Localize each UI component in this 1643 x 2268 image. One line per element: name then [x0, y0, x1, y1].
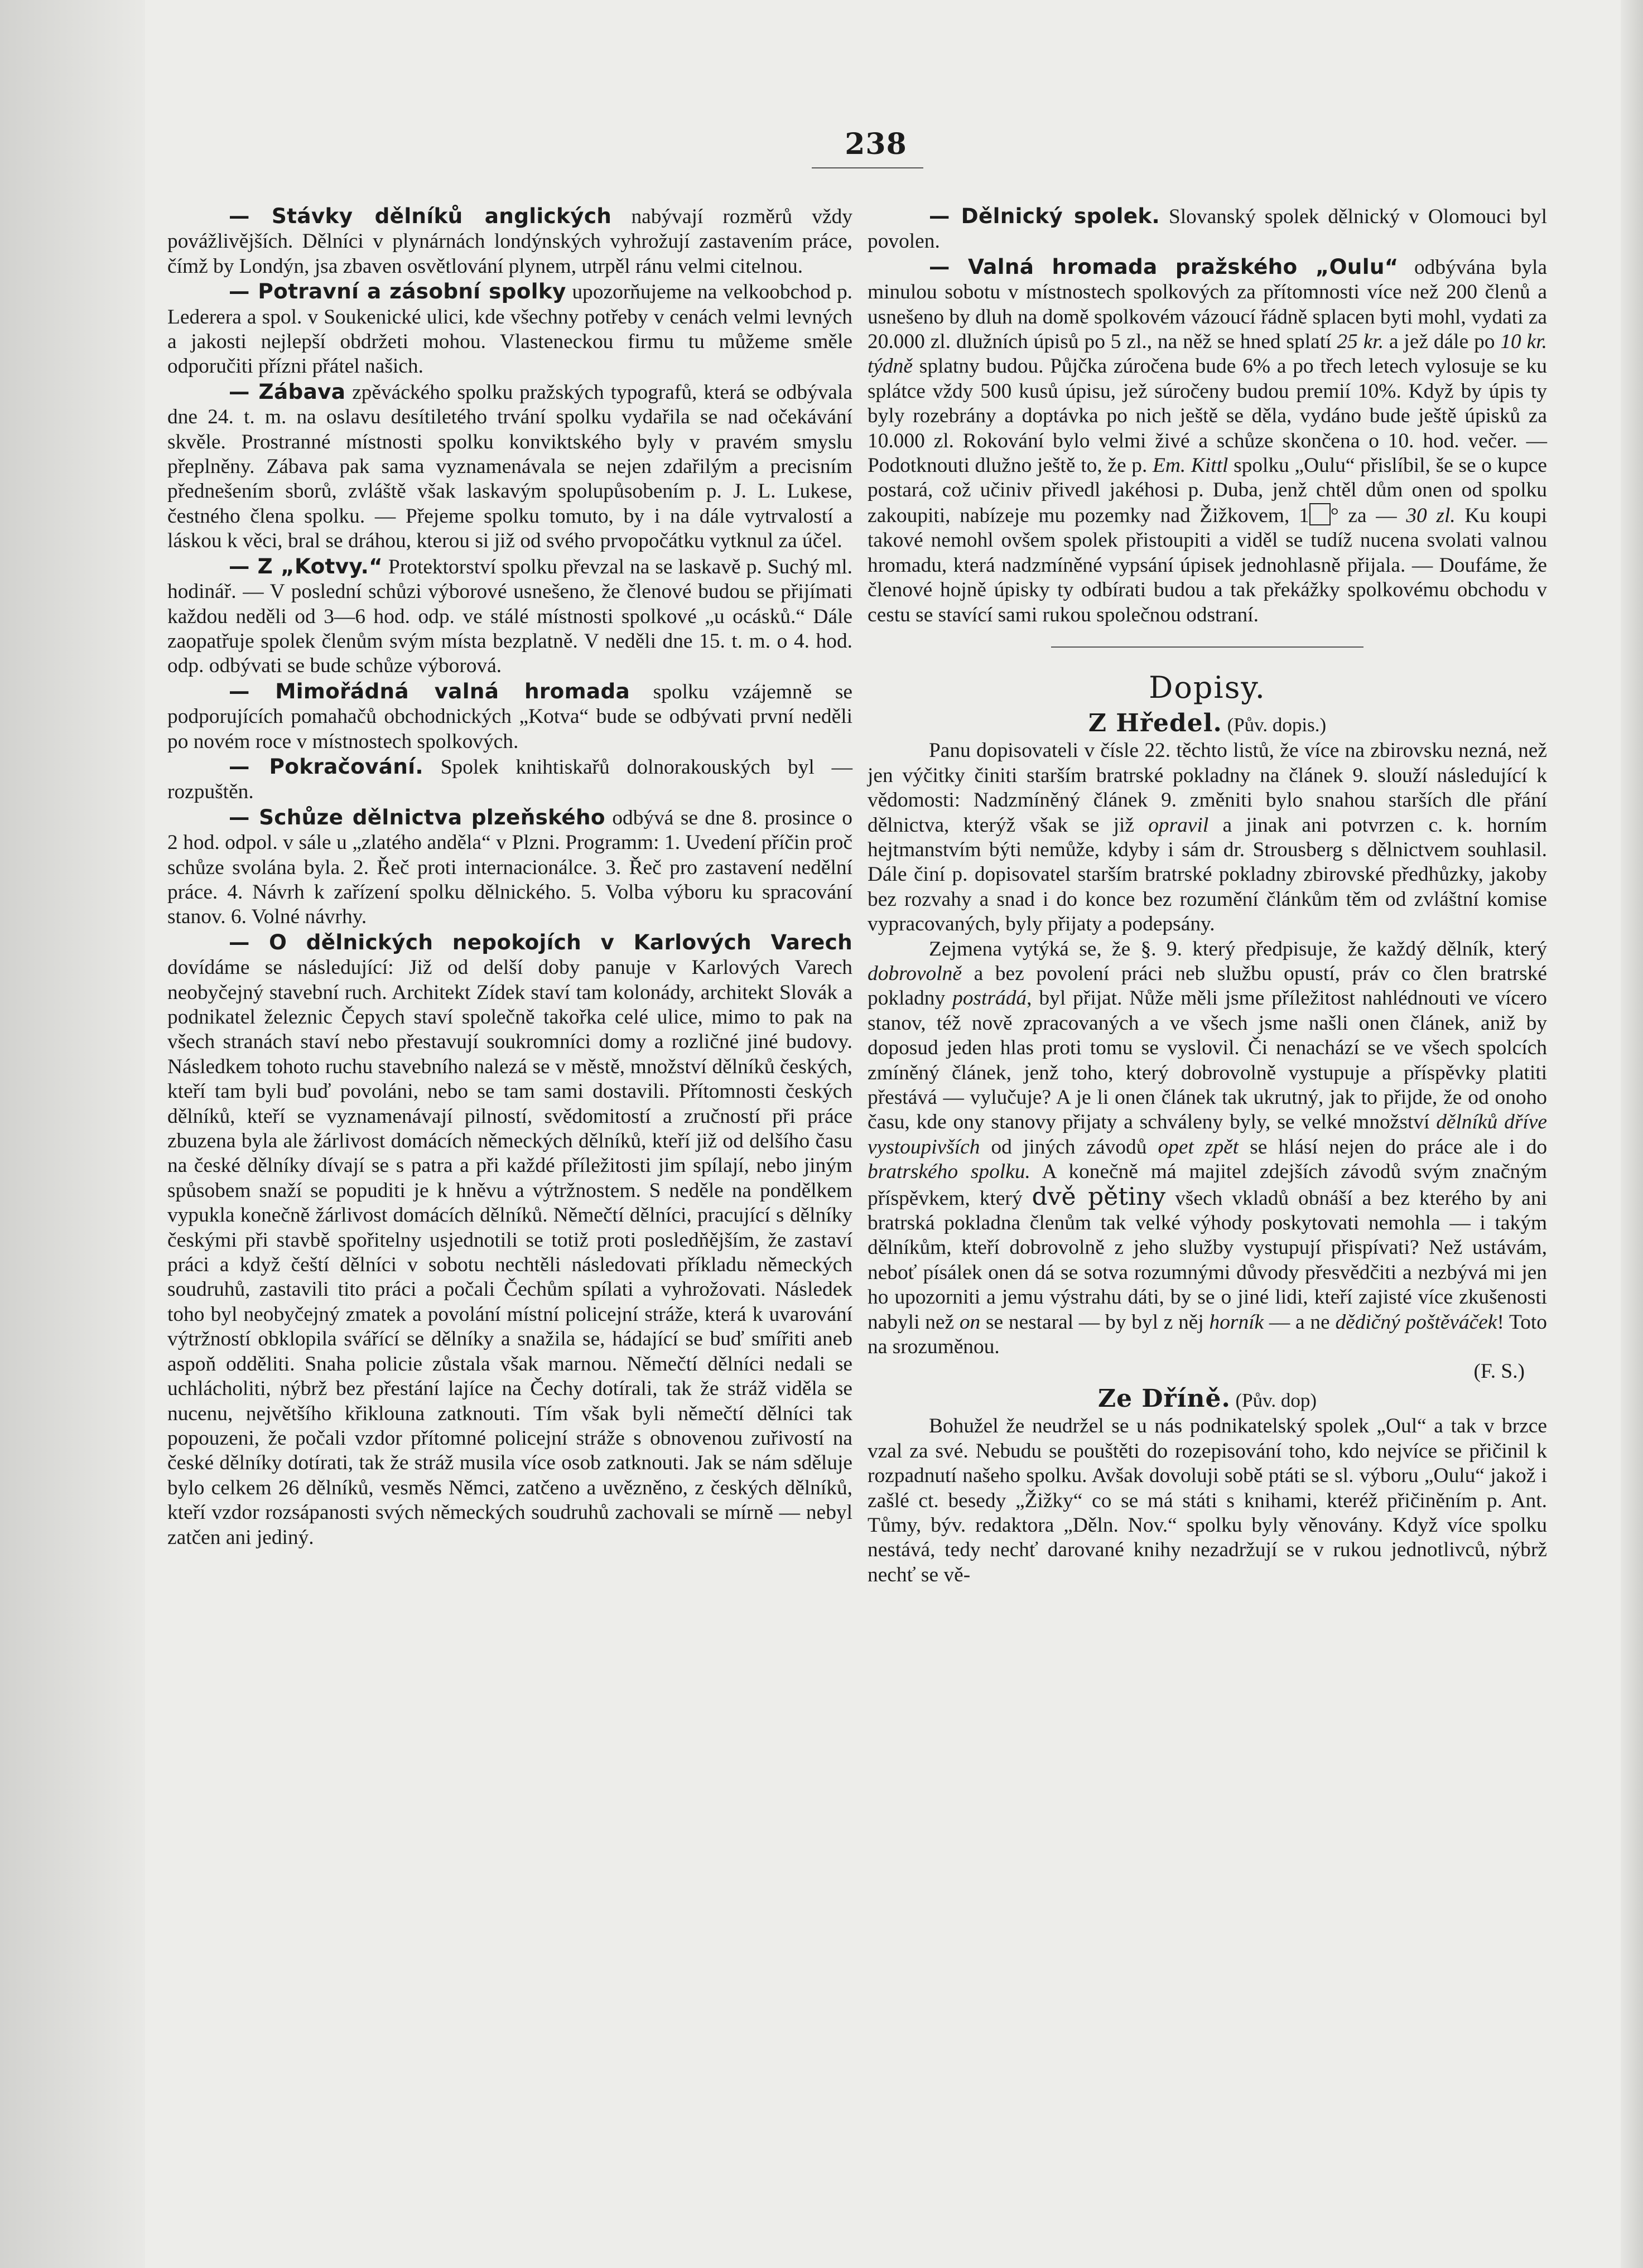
news-item — [167, 679, 852, 754]
emphasis: 10 kr. týdně — [868, 330, 1547, 378]
news-headline: — Schůze dělnictva plzeňského — [229, 804, 605, 829]
letter-text: A konečně má majitel zdejších závodů svým značným příspěvkem, který — [868, 1160, 1547, 1210]
right-column — [868, 204, 1547, 1587]
emphasis: horník — [1209, 1310, 1264, 1334]
emphasis: opravil — [1148, 813, 1209, 837]
news-item-valna-hromada — [868, 254, 1547, 628]
scan-edge-right — [1621, 0, 1643, 2268]
letter-text: — a ne — [1264, 1310, 1336, 1334]
news-text: spolku vzájemně se podporujících pomahačů obchodnických „Kotva“ bude se odbývati první neděli po novém roce v místnostech spolkových. — [167, 680, 853, 753]
news-item — [167, 279, 852, 379]
emphasis: 25 kr. — [1337, 330, 1384, 354]
news-text: a jež dále po — [1384, 330, 1501, 354]
emphasis: dobrovolně — [868, 962, 962, 985]
news-text: Protektorství spolku převzal na se laskavě p. Suchý ml. hodinář. — V poslední schůzi výborové usnešeno, že členové budou se přijímati každou neděli od 3—6 hod. odp. ve stálé místnosti spolkové „u ocásků.“ Dále zaopatřuje spolek členům svým místa bezplatně. V neděli dne 15. t. m. o 4. hod. odp. odbývati se bude schůze výborová. — [167, 555, 852, 678]
news-text: upozorňujeme na velkoobchod p. Lederera a spol. v Soukenické ulici, kde všechny potřeby v cenách velmi levných a jakosti nejlepší obdržeti mohou. Vlasteneckou firmu tu můžeme směle odporučiti přízni přátel našich. — [167, 281, 853, 378]
news-headline: — Zábava — [229, 379, 346, 404]
news-headline: — Stávky dělníků anglických — [229, 204, 612, 228]
scan-edge-left — [0, 0, 145, 2268]
news-headline: — Z „Kotvy.“ — [229, 553, 383, 578]
letter-heading-drine — [868, 1384, 1547, 1413]
letter-signature: (F. S.) — [1473, 1360, 1525, 1383]
news-headline: — Valná hromada pražského „Oulu“ — [929, 254, 1399, 279]
letter-text: , byl přijat. Nůže měli jsme příležitost nahlédnouti ve vícero stanov, též nově zpracovaných a ve všech jsme našli onen článek, aniž by doposud jeden hlas proti tomu se vyslovil. Či nenachází se ve všech spolcích zmíněný článek, jenž toho, který dobrovolně vystupuje a příspěvky platiti přestává — vylučuje? A je li onen článek tak ukrutný, jak to přijde, že od onoho času, kde ony stanovy přijaty a schváleny byly, se velké množství — [868, 987, 1547, 1134]
letter-heading-hredel — [868, 708, 1547, 737]
news-item — [167, 930, 852, 1550]
letter-text: ! Toto na srozuměnou. — [868, 1310, 1548, 1359]
letter-text: všech vkladů obnáší a bez kterého by ani bratrská pokladna členům tak velké výhody poskytovati nemohla — i takým dělníkům, kteří dobrovolně z jeho služby vystupují přispívati? Než ustávám, neboť písálek onen dá se sotva rozumnými důvody přesvědčiti a nezbývá mi jen ho upozorniti a jemu výstrahu dáti, by se o jiné lidi, kteří zajisté více zkušenosti nabyli než — [868, 1186, 1547, 1334]
letter-paragraph — [868, 937, 1547, 1360]
letter-text: Panu dopisovateli v čísle 22. těchto listů, že více na zbirovsku nezná, než jen výčitky činiti starším bratrské pokladny na článek 9. slouží následující k vědomosti: Nadzmíněný článek 9. změniti bylo snahou starších dle přání dělnictva, kterýž však se již — [868, 739, 1547, 837]
page-number: 238 — [845, 127, 907, 161]
letter-text: se hlásí nejen do práce ale i do — [1239, 1135, 1548, 1159]
news-headline: — Potravní a zásobní spolky — [229, 279, 566, 304]
letter-place: Z Hředel. — [1088, 708, 1222, 737]
letter-text: Zejmena vytýká se, že §. 9. který předpisuje, že každý dělník, který — [929, 937, 1547, 961]
emphasis-large: dvě pětiny — [1032, 1182, 1166, 1211]
emphasis: on — [959, 1310, 981, 1334]
section-title-dopisy: Dopisy. — [1149, 669, 1266, 705]
emphasis: Em. Kittl — [1153, 454, 1228, 477]
news-headline: — O dělnických nepokojích v Karlových Varech — [229, 929, 852, 954]
square-measure-icon — [1309, 503, 1331, 525]
news-item — [167, 754, 852, 805]
letter-text: a bez povolení práci neb službu opustí, práv co člen bratrské pokladny — [868, 962, 1547, 1010]
news-headline: — Dělnický spolek. — [929, 204, 1160, 228]
news-text: Ku koupi takové nemohl ovšem spolek přistoupiti a viděl se tudíž nucena svolati valnou hromadu, která nadzmíněné vypsání úpisek jednohlasně přijala. — Doufáme, že členové hojně úpisky ty odbírati budou a tak překážky spolkovému obchodu v cestu se stavící sami rukou společnou odstraní. — [868, 504, 1548, 626]
news-item — [167, 554, 852, 679]
news-item — [167, 204, 852, 279]
emphasis: dělníků dříve vystoupivších — [868, 1111, 1548, 1159]
left-column — [167, 204, 852, 1550]
letter-paragraph — [868, 739, 1547, 937]
news-headline: — Mimořádná valná hromada — [229, 678, 630, 703]
news-text: dovídáme se následující: Již od delší doby panuje v Karlových Varech neobyčejný stavební ruch. Architekt Zídek staví tam kolonády, architekt Slovák a podnikatel železnic Čepych staví společně takořka celé ulice, mimo to pak na všech stranách staví nebo přestavují soukromníci domy a rozličné jiné budovy. Následkem tohoto ruchu stavebního nalezá se v městě, množství dělníků českých, kteří tam byli buď povoláni, nebo se tam sami dostavili. Přítomnosti českých dělníků, kteří se vyznamenávají pilností, svědomitostí a zručností při práce zbuzena byla ale žárlivost domácích německých dělníků, kteří již od delšího času na české dělníky dívají se s patra a při každé příležitosti jim spílají, nebo jiným spůsobem snaží se popuditi je k hněvu a výtržnostem. S neděle na pondělkem vypukla konečně žárlivost domácích dělníků. Němečtí dělníci, pracující s dělníky českými při stavbě spořitelny usjednotili se totiž proti posledňějším, že zastaví práci a když čeští dělníci v sobotu nechtěli následovati příkladu německých soudruhů, zastavili tito práci a počali Čechům spílati a vyhrožovati. Následek toho byl neobyčejný zmatek a povolání místní policejní stráže, která k uvarování výtržností obklopila svářící se dělníky a snažila se, hádající se buď smířiti aneb aspoň odděliti. Snaha policie zůstala však marnou. Němečtí dělníci nedali se uchlácholiti, nýbrž bez přestání lajíce na Čechy dotírali, tak že stráž viděla se nucenu, největšího křiklounа zatknouti. Tím však byli němečtí dělníci tak popouzeni, že počali vzdor přítomné policejní stráže s obnovenou zuřivostí na české dělníky dotírati, tak že stráž musila více osob zatknouti. Jak se nám sděluje bylo celkem 26 dělníků, vesměs Němci, zatčeno a uvězněno, z českých dělníků, kteří vzdor rozsápanosti svých německých soudruhů zachovali se mírně — nebyl zatčen ani jediný. — [167, 956, 852, 1549]
news-text: splatny budou. Půjčka zúročena bude 6% a po třech letech vylosuje se ku splátce vždy 500 kusů úpisu, jež súročeny budou premií 10%. Když by úpis ty byly rozebrány a doptávka po nich ještě se děla, vydáno bude ještě úpisků za 10.000 zl. Rokování bylo velmi živé a schůze skončena o 10. hod. večer. — Podotknouti dlužno ještě to, že p. — [868, 355, 1547, 477]
news-text: Spolek knihtiskařů dolnorakouských byl — rozpuštěn. — [167, 755, 852, 804]
letter-text: a jinak ani potvrzen c. k. horním hejtmanstvím býti nemůže, kdyby i sám dr. Strousberg s dělnictvem souhlasil. Dále činí p. dopisovatel starším bratrské pokladny zbirovské předhůzky, jakoby bez rozvahy a snad i do konce bez rozumění článkům těm od zvláštní komise vypracovaných, byly přijaty a podepsány. — [868, 813, 1548, 936]
emphasis: dědičný poštěváček — [1335, 1310, 1497, 1334]
emphasis: 30 zl. — [1406, 504, 1456, 527]
letter-origin: (Pův. dopis.) — [1222, 713, 1327, 736]
letter-origin: (Pův. dop) — [1230, 1389, 1317, 1411]
news-text: odbývána byla minulou sobotu v místnostech spolkových za přítomnosti více než 200 členů a usnešeno by dluh na domě spolkovém vázoucí řádně splacen byti mohl, vydati za 20.000 zl. dlužních úpisů po 5 zl., na něž se hned splatí — [868, 255, 1548, 354]
emphasis: bratrského spolku. — [868, 1160, 1030, 1184]
news-text: Slovanský spolek dělnický v Olomouci byl povolen. — [868, 205, 1547, 253]
page-number-rule — [812, 167, 923, 168]
news-item — [167, 805, 852, 930]
news-text: ° za — — [1330, 504, 1406, 527]
news-item — [868, 204, 1547, 254]
letter-text: od jiných závodů — [980, 1135, 1158, 1159]
letter-text: se nestaral — by byl z něj — [980, 1310, 1210, 1334]
section-divider — [1051, 646, 1363, 648]
letter-place: Ze Dříně. — [1097, 1384, 1231, 1413]
news-text: nabývají rozměrů vždy povážlivějších. Dělníci v plynárnách londýnských vyhrožují zastavením práce, čímž by Londýn, jsa zbaven osvětlování plynem, utrpěl ránu velmi citelnou. — [167, 205, 852, 278]
letter-paragraph: Bohužel že neudržel se u nás podnikatelský spolek „Oul“ a tak v brzce vzal za své. Nebudu se pouštěti do rozepisování toho, kdo nejvíce se přičinil k rozpadnutí našeho spolku. Avšak dovoluji sobě ptáti se sl. výboru „Oulu“ jakož i zašlé ct. besedy „Žižky“ co se má státi s knihami, kteréž přičiněním p. Ant. Tůmy, býv. redaktora „Děln. Nov.“ spolku byly věnovány. Když více spolku nestává, tedy nechť darované knihy nezadržují se v rukou jednotlivců, nýbrž nechť se vě- — [868, 1415, 1547, 1586]
news-text: odbývá se dne 8. prosince o 2 hod. odpol. v sále u „zlatého anděla“ v Plzni. Programm: 1. Uvedení příčin proč schůze svolána byla. 2. Řeč proti internacionálce. 3. Řeč pro zastavení nedělní práce. 4. Návrh k zařízení spolku dělnického. 5. Volba výboru ku spracování stanov. 6. Volné návrhy. — [167, 806, 852, 929]
news-text: spolku „Oulu“ přislíbil, še se o kupce postará, což učiniv přivedl jakéhosi p. Duba, jenž chtěl dům onen od spolku zakoupiti, nabízeje mu pozemky nad Žižkovem, 1 — [868, 454, 1547, 527]
news-text: zpěváckého spolku pražských typografů, která se odbývala dne 24. t. m. na oslavu desítiletého trvání spolku vydařila se nad očekávání skvěle. Prostranné místnosti spolku konviktského byly v pravém smyslu přeplněny. Zábava pak sama vyznamenávala se nejen zdařilým a precisním přednešením sborů, zvláště však laskavým spolupůsobením p. J. L. Lukese, čestného člena spolku. — Přejeme spolku tomuto, by i na dále vytrvalostí a láskou k věci, bral se dráhou, kterou si již od svého prvopočátku vytknul za účel. — [167, 380, 852, 553]
emphasis: postrádá — [952, 987, 1027, 1010]
news-headline: — Pokračování. — [229, 754, 423, 779]
emphasis: opet zpět — [1158, 1135, 1239, 1159]
news-item — [167, 379, 852, 554]
